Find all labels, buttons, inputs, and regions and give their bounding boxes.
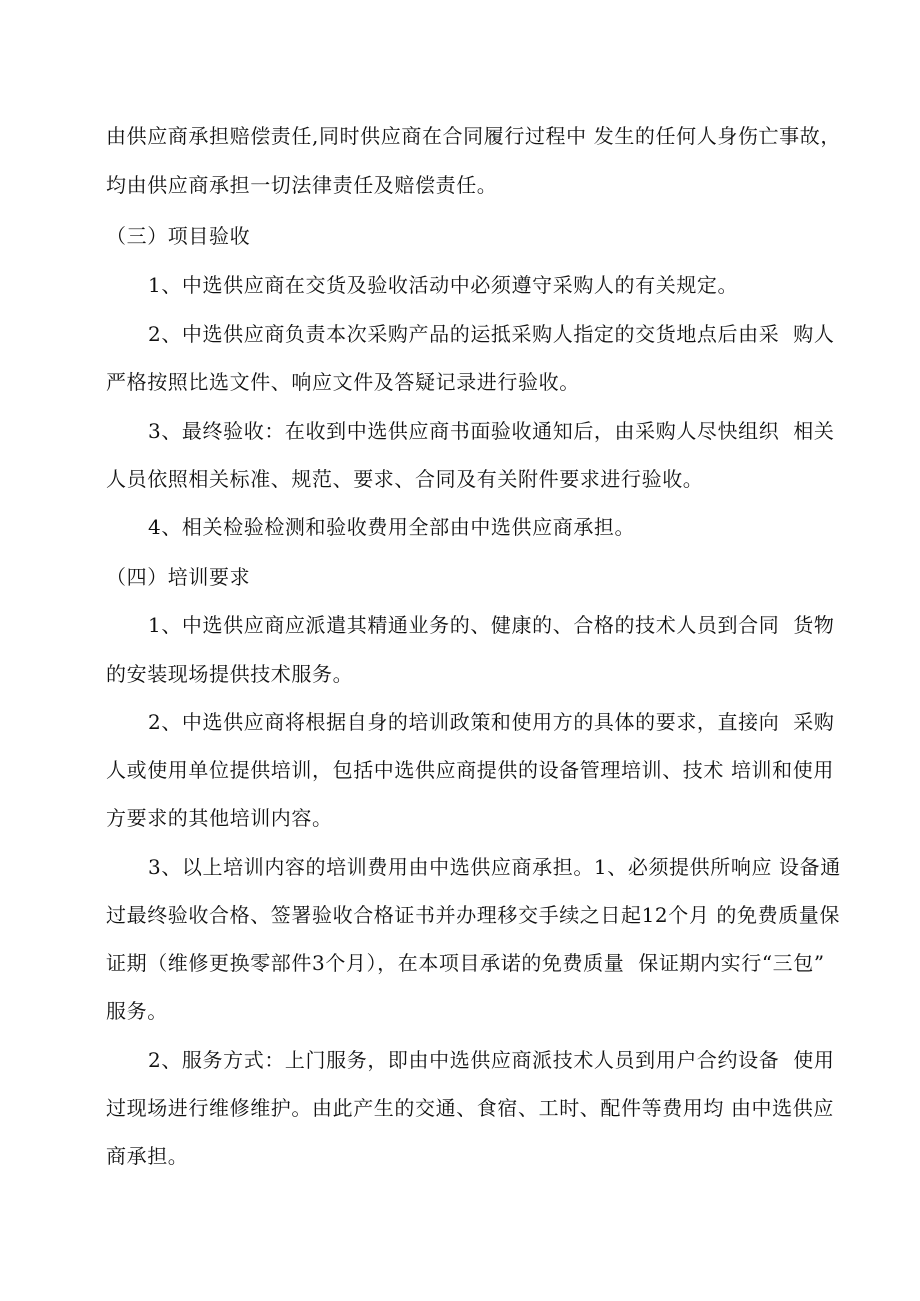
text-line: 3、最终验收：在收到中选供应商书面验收通知后，由采购人尽快组织 相关 [148,419,835,443]
text-line: 2、中选供应商将根据自身的培训政策和使用方的具体的要求，直接向 采购 [148,710,835,734]
text-line: 2、中选供应商负责本次采购产品的运抵采购人指定的交货地点后由采 购人 [148,322,835,346]
text-line: 1、中选供应商在交货及验收活动中必须遵守采购人的有关规定。 [148,273,739,297]
text-line: 严格按照比选文件、响应文件及答疑记录进行验收。 [106,370,580,394]
text-line: 均由供应商承担一切法律责任及赔偿责任。 [106,173,498,197]
section-heading: （四）培训要求 [106,565,251,589]
text-line: 方要求的其他培训内容。 [106,806,333,830]
text-line: 商承担。 [106,1144,189,1168]
text-line: 3、以上培训内容的培训费用由中选供应商承担。1、必须提供所响应 设备通 [148,855,841,879]
text-line: 证期（维修更换零部件3个月），在本项目承诺的免费质量 保证期内实行“三包” [106,951,825,975]
text-line: 人或使用单位提供培训，包括中选供应商提供的设备管理培训、技术 培训和使用 [106,758,834,782]
text-line: 过现场进行维修维护。由此产生的交通、食宿、工时、配件等费用均 由中选供应 [106,1096,834,1120]
text-line: 的安装现场提供技术服务。 [106,662,354,686]
text-line: 人员依照相关标准、规范、要求、合同及有关附件要求进行验收。 [106,467,704,491]
section-heading: （三）项目验收 [106,224,251,248]
text-line: 过最终验收合格、签署验收合格证书并办理移交手续之日起12个月 的免费质量保 [106,903,841,927]
text-line: 4、相关检验检测和验收费用全部由中选供应商承担。 [148,515,636,539]
text-line: 由供应商承担赔偿责任,同时供应商在合同履行过程中 发生的任何人身伤亡事故， [106,124,841,148]
text-line: 1、中选供应商应派遣其精通业务的、健康的、合格的技术人员到合同 货物 [148,613,835,637]
text-line: 2、服务方式：上门服务，即由中选供应商派技术人员到用户合约设备 使用 [148,1048,835,1072]
text-line: 服务。 [106,999,168,1023]
